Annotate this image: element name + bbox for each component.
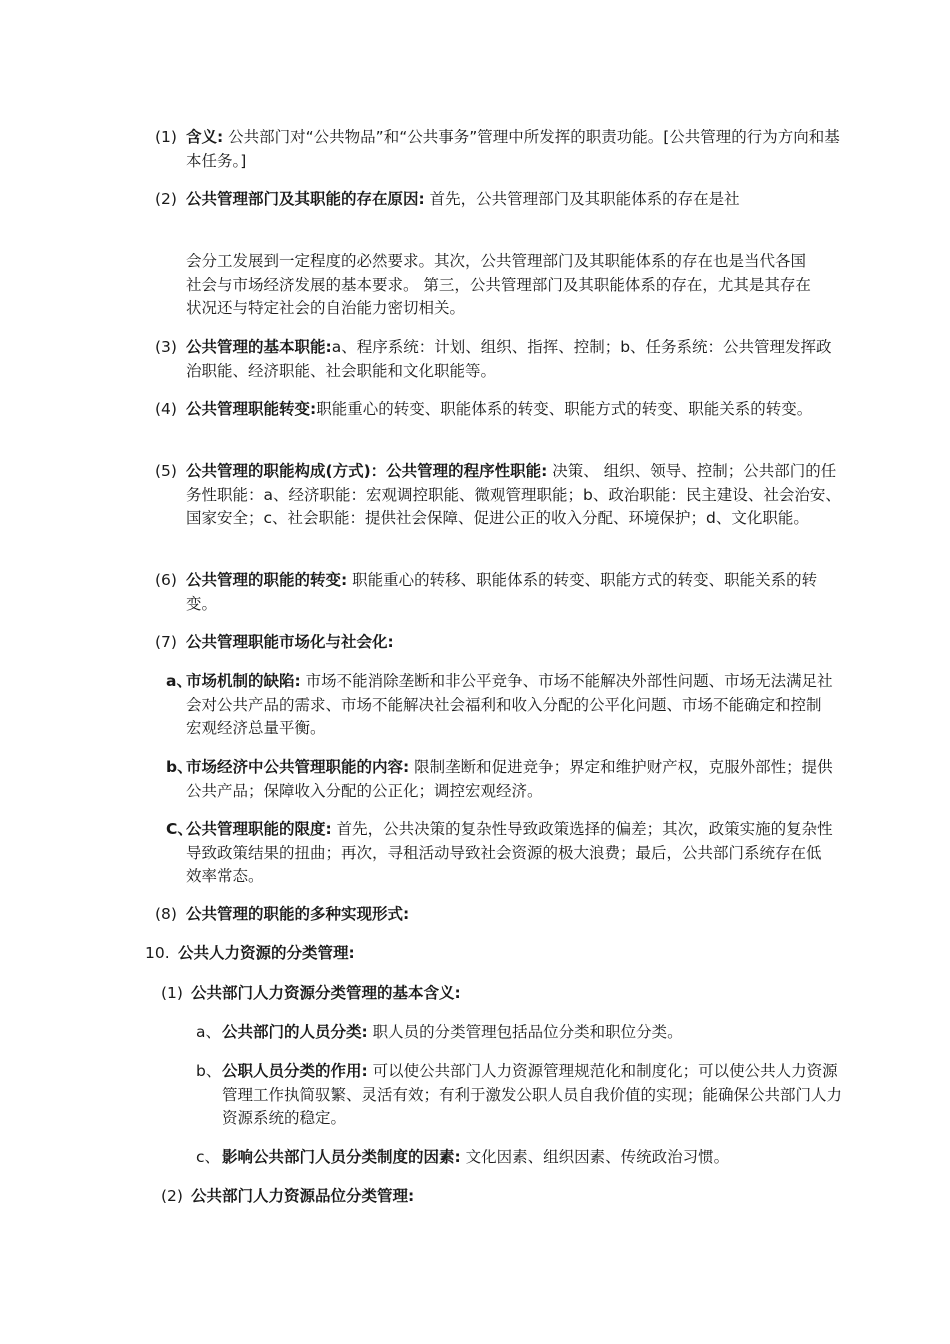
- item-text: a、程序系统：计划、组织、指挥、控制；b、任务系统：公共管理发挥政治职能、经济职能、社会职能和文化职能等。: [186, 338, 832, 380]
- list-item: [155, 460, 846, 531]
- item-label: 含义:: [186, 128, 224, 146]
- item-label: 公共人力资源的分类管理:: [178, 944, 355, 962]
- list-marker: b、: [166, 758, 193, 776]
- item-label: 公共管理的基本职能:: [186, 338, 332, 356]
- item-text: 决策、 组织、领导、控制；公共部门的任务性职能：a、经济职能：宏观调控职能、微观管理职能；b、政治职能：民主建设、社会治安、国家安全；c、社会职能：提供社会保障、促进公正的收入分配、环境保护；d、文化职能。: [186, 462, 841, 527]
- item-text: 会分工发展到一定程度的必然要求。其次，公共管理部门及其职能体系的存在也是当代各国社会与市场经济发展的基本要求。 第三，公共管理部门及其职能体系的存在，尤其是其存在状况还与特定社会的自治能力密切相关。: [186, 252, 811, 317]
- list-marker: (6): [155, 571, 177, 589]
- list-marker: (1): [155, 128, 177, 146]
- list-marker: C、: [166, 820, 193, 838]
- item-text: 公共部门对“公共物品”和“公共事务”管理中所发挥的职责功能。[公共管理的行为方向和基本任务。]: [186, 128, 840, 170]
- list-item: [155, 631, 846, 655]
- list-item: [155, 336, 846, 383]
- continuation-paragraph: [186, 250, 816, 321]
- list-marker: b、: [196, 1062, 222, 1080]
- item-text: 职能重心的转移、职能体系的转变、职能方式的转变、职能关系的转变。: [186, 571, 818, 613]
- item-label: 公共部门人力资源品位分类管理:: [191, 1187, 415, 1205]
- item-label: 市场经济中公共管理职能的内容:: [186, 758, 410, 776]
- item-text: 可以使公共部门人力资源管理规范化和制度化；可以使公共人力资源管理工作执简驭繁、灵活有效；有利于激发公职人员自我价值的实现；能确保公共部门人力资源系统的稳定。: [222, 1062, 843, 1127]
- list-item: [196, 1021, 842, 1045]
- list-marker: (8): [155, 905, 177, 923]
- item-label: 公共管理的职能构成(方式)：公共管理的程序性职能:: [186, 462, 548, 480]
- item-text: 首先，公共决策的复杂性导致政策选择的偏差；其次，政策实施的复杂性导致政策结果的扭曲；再次，寻租活动导致社会资源的极大浪费；最后，公共部门系统存在低效率常态。: [186, 820, 833, 885]
- list-item: [166, 756, 836, 803]
- item-label: 公共管理的职能的转变:: [186, 571, 348, 589]
- list-item: [196, 1146, 842, 1170]
- item-label: 公共部门人力资源分类管理的基本含义:: [191, 984, 461, 1002]
- item-label: 公共管理的职能的多种实现形式:: [186, 905, 410, 923]
- item-text: 限制垄断和促进竞争；界定和维护财产权，克服外部性；提供公共产品；保障收入分配的公正化；调控宏观经济。: [186, 758, 833, 800]
- list-marker: a、: [166, 672, 192, 690]
- list-item: [161, 982, 846, 1006]
- section-heading: [145, 942, 848, 966]
- item-label: 影响公共部门人员分类制度的因素:: [222, 1148, 461, 1166]
- list-marker: (2): [161, 1187, 183, 1205]
- list-item: [155, 188, 846, 212]
- item-label: 公职人员分类的作用:: [222, 1062, 368, 1080]
- list-marker: c、: [196, 1148, 221, 1166]
- list-item: [155, 398, 846, 422]
- item-text: 职人员的分类管理包括品位分类和职位分类。: [367, 1023, 683, 1041]
- item-text: 首先，公共管理部门及其职能体系的存在是社: [424, 190, 740, 208]
- item-text: 市场不能消除垄断和非公平竞争、市场不能解决外部性问题、市场无法满足社会对公共产品的需求、市场不能解决社会福利和收入分配的公平化问题、市场不能确定和控制宏观经济总量平衡。: [186, 672, 833, 737]
- list-item: [155, 903, 846, 927]
- list-marker: a、: [196, 1023, 221, 1041]
- list-marker: 10.: [145, 944, 170, 962]
- list-marker: (4): [155, 400, 177, 418]
- list-item: [166, 818, 836, 889]
- list-marker: (3): [155, 338, 177, 356]
- item-label: 公共管理部门及其职能的存在原因:: [186, 190, 425, 208]
- item-label: 公共管理职能市场化与社会化:: [186, 633, 394, 651]
- item-text: 职能重心的转变、职能体系的转变、职能方式的转变、职能关系的转变。: [316, 400, 813, 418]
- item-label: 公共管理职能转变:: [186, 400, 317, 418]
- list-marker: (7): [155, 633, 177, 651]
- item-label: 公共部门的人员分类:: [222, 1023, 368, 1041]
- item-text: 文化因素、组织因素、传统政治习惯。: [460, 1148, 730, 1166]
- list-item: [161, 1185, 846, 1209]
- item-label: 市场机制的缺陷:: [186, 672, 301, 690]
- list-marker: (5): [155, 462, 177, 480]
- list-item: [155, 569, 846, 616]
- list-marker: (2): [155, 190, 177, 208]
- list-item: [166, 670, 836, 741]
- list-marker: (1): [161, 984, 183, 1002]
- item-label: 公共管理职能的限度:: [186, 820, 332, 838]
- list-item: [196, 1060, 842, 1131]
- list-item: [155, 126, 846, 173]
